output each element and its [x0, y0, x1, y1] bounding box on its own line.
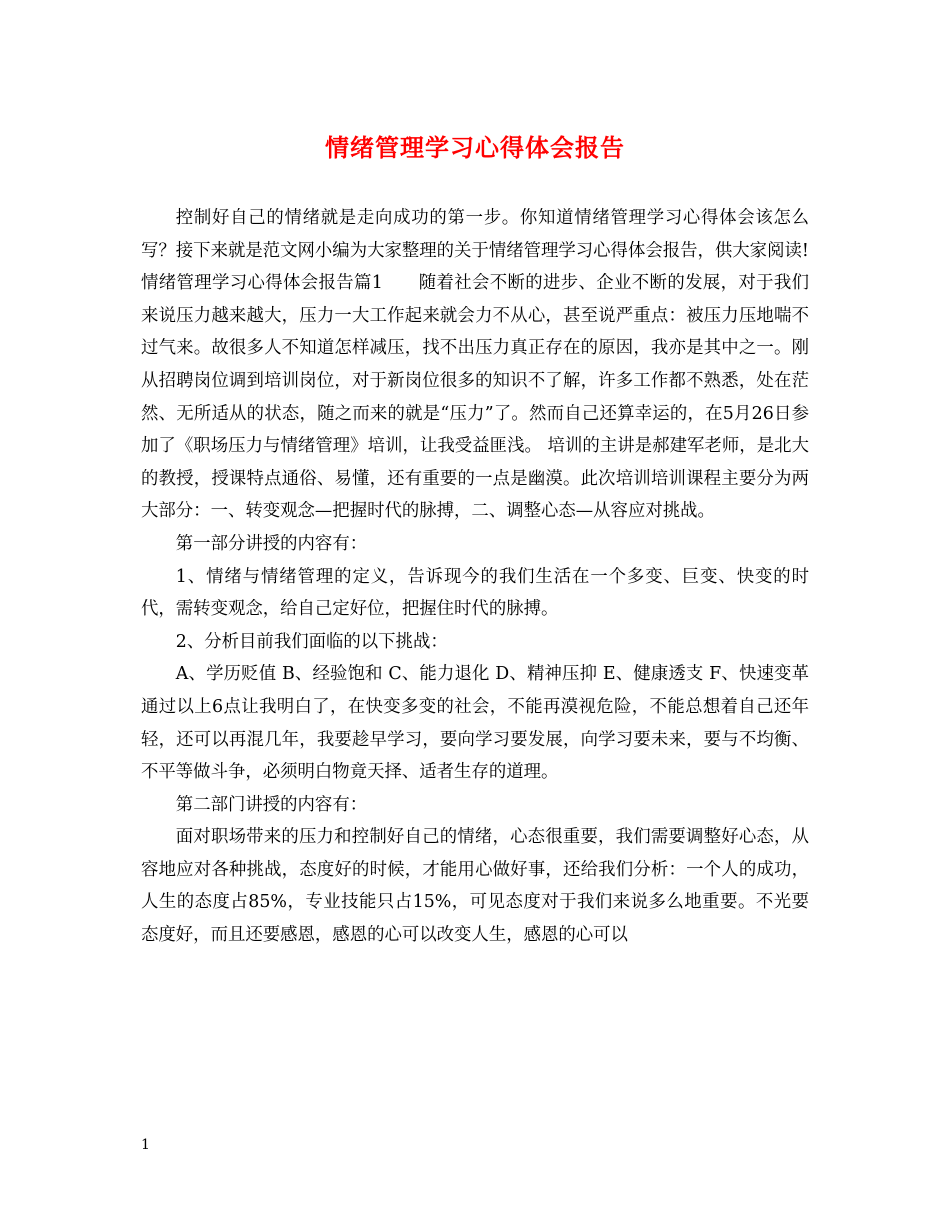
paragraph-challenges: A、学历贬值 B、经验饱和 C、能力退化 D、精神压抑 E、健康透支 F、快速变革 通过以上6点让我明白了，在快变多变的社会，不能再漠视危险，不能总想着自己还年轻，还可以再混几年，我要趁早学习，要向学习要发展，向学习要未来，要与不均衡、不平等做斗争，必须明白物竟天择、适者生存的道理。 — [141, 664, 809, 783]
paragraph-part-one-heading: 第一部分讲授的内容有： — [175, 533, 368, 554]
paragraph-intro: 控制好自己的情绪就是走向成功的第一步。你知道情绪管理学习心得体会该怎么写？接下来就是范文网小编为大家整理的关于情绪管理学习心得体会报告，供大家阅读! — [141, 208, 809, 261]
paragraph-part-two-heading: 第二部门讲授的内容有： — [175, 794, 368, 815]
page-number: 1 — [141, 1137, 150, 1153]
document-body — [141, 202, 809, 952]
paragraph-point-2: 2、分析目前我们面临的以下挑战： — [175, 631, 448, 652]
paragraph-point-1: 1、情绪与情绪管理的定义，告诉现今的我们生活在一个多变、巨变、快变的时代，需转变观念，给自己定好位，把握住时代的脉搏。 — [141, 566, 809, 620]
paragraph-attitude: 面对职场带来的压力和控制好自己的情绪，心态很重要，我们需要调整好心态，从容地应对各种挑战，态度好的时候，才能用心做好事，还给我们分析：一个人的成功，人生的态度占85%，专业技能只占15%，可见态度对于我们来说多么地重要。不光要态度好，而且还要感恩，感恩的心可以改变人生，感恩的心可以 — [141, 827, 809, 946]
page-title: 情绪管理学习心得体会报告 — [325, 133, 625, 162]
paragraph-article-1: 情绪管理学习心得体会报告篇1 随着社会不断的进步、企业不断的发展，对于我们来说压力越来越大，压力一大工作起来就会力不从心，甚至说严重点：被压力压地喘不过气来。故很多人不知道怎样减压，找不出压力真正存在的原因，我亦是其中之一。刚从招聘岗位调到培训岗位，对于新岗位很多的知识不了解，许多工作都不熟悉，处在茫然、无所适从的状态，随之而来的就是“压力”了。然而自己还算幸运的，在5月26日参加了《职场压力与情绪管理》培训，让我受益匪浅。 培训的主讲是郝建军老师，是北大的教授，授课特点通俗、易懂，还有重要的一点是幽漠。此次培训培训课程主要分为两大部分：一、转变观念—把握时代的脉搏，二、调整心态—从容应对挑战。 — [141, 273, 809, 522]
